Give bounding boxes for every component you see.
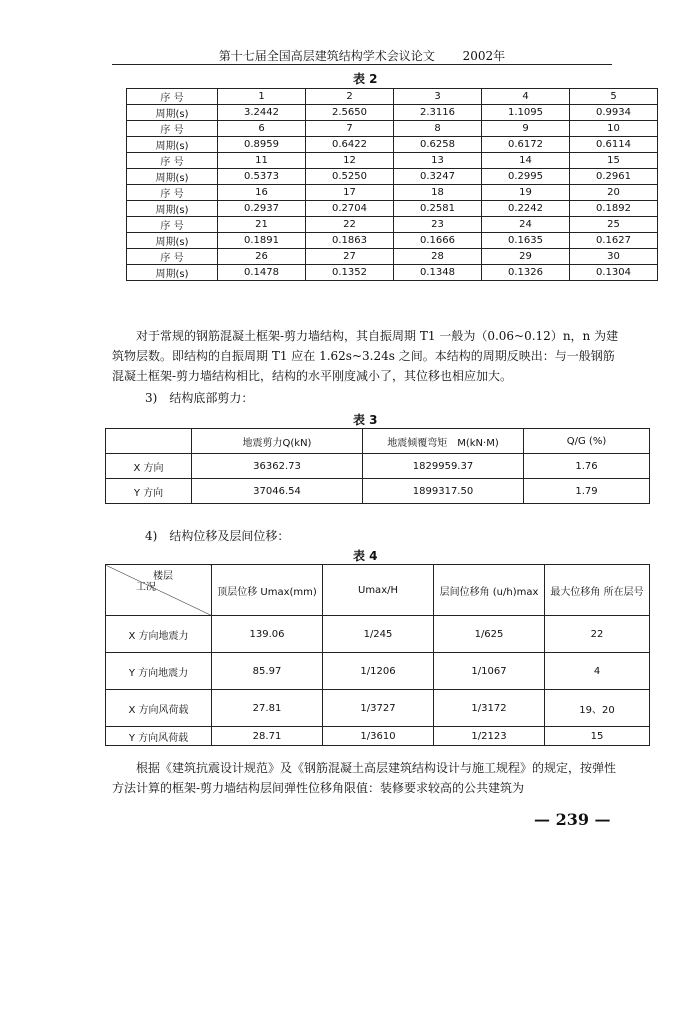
t4-cell: 85.97	[212, 653, 323, 690]
t2-cell: 23	[394, 217, 482, 233]
header-rule	[112, 64, 612, 65]
t2-cell: 22	[306, 217, 394, 233]
t4-corner-cell	[106, 565, 212, 616]
t2-cell: 0.2995	[482, 169, 570, 185]
t2-cell: 26	[218, 249, 306, 265]
t4-cell: 4	[545, 653, 650, 690]
t2-cell: 7	[306, 121, 394, 137]
table-row	[106, 454, 650, 479]
t2-cell: 21	[218, 217, 306, 233]
t2-cell: 0.6258	[394, 137, 482, 153]
t3-header: Q/G (%)	[524, 429, 650, 454]
table-2	[126, 88, 658, 281]
table-row	[106, 479, 650, 504]
t2-cell: 5	[570, 89, 658, 105]
t2-row-label: 序 号	[127, 89, 218, 105]
t2-cell: 0.5250	[306, 169, 394, 185]
t4-cell: 1/1067	[434, 653, 545, 690]
t2-cell: 3	[394, 89, 482, 105]
t3-cell: 36362.73	[192, 454, 363, 479]
t2-cell: 12	[306, 153, 394, 169]
t2-cell: 27	[306, 249, 394, 265]
t4-cell: X 方向风荷载	[106, 690, 212, 727]
t2-cell: 0.2961	[570, 169, 658, 185]
t2-cell: 2.5650	[306, 105, 394, 121]
t2-cell: 0.6422	[306, 137, 394, 153]
t2-cell: 20	[570, 185, 658, 201]
t2-cell: 0.5373	[218, 169, 306, 185]
t4-cell: 28.71	[212, 727, 323, 746]
table-row	[127, 249, 658, 265]
t2-cell: 0.1352	[306, 265, 394, 281]
table-row	[127, 105, 658, 121]
t2-cell: 11	[218, 153, 306, 169]
t2-cell: 16	[218, 185, 306, 201]
table3-caption: 表 3	[353, 413, 378, 427]
t3-cell: 1899317.50	[363, 479, 524, 504]
t4-cell: 1/245	[323, 616, 434, 653]
t2-cell: 0.6114	[570, 137, 658, 153]
t2-row-label: 周期(s)	[127, 137, 218, 153]
table-row	[127, 137, 658, 153]
paragraph-period: 对于常规的钢筋混凝土框架-剪力墙结构，其自振周期 T1 一般为（0.06~0.12）n，n 为建筑物层数。即结构的自振周期 T1 应在 1.62s~3.24s 之间。本结构的周期反映出：与一般钢筋混凝土框架-剪力墙结构相比，结构的水平刚度减小了，其位移也相应加大。	[112, 329, 619, 383]
t2-cell: 0.2704	[306, 201, 394, 217]
t2-cell: 1	[218, 89, 306, 105]
t2-cell: 1.1095	[482, 105, 570, 121]
t2-cell: 0.8959	[218, 137, 306, 153]
paragraph-limits: 根据《建筑抗震设计规范》及《钢筋混凝土高层建筑结构设计与施工规程》的规定，按弹性方法计算的框架-剪力墙结构层间弹性位移角限值：装修要求较高的公共建筑为	[112, 761, 617, 795]
t4-cell: 22	[545, 616, 650, 653]
t4-cell: 1/1206	[323, 653, 434, 690]
t2-cell: 0.1635	[482, 233, 570, 249]
t2-cell: 0.6172	[482, 137, 570, 153]
t2-cell: 17	[306, 185, 394, 201]
t2-cell: 15	[570, 153, 658, 169]
t4-cell: Y 方向地震力	[106, 653, 212, 690]
table-row	[127, 201, 658, 217]
t2-cell: 18	[394, 185, 482, 201]
table-row	[127, 169, 658, 185]
t2-cell: 3.2442	[218, 105, 306, 121]
t2-cell: 13	[394, 153, 482, 169]
t2-cell: 0.3247	[394, 169, 482, 185]
t3-cell: 1.76	[524, 454, 650, 479]
t2-cell: 0.1863	[306, 233, 394, 249]
t4-cell: Y 方向风荷载	[106, 727, 212, 746]
t3-cell: X 方向	[106, 454, 192, 479]
t2-cell: 30	[570, 249, 658, 265]
table-row	[106, 653, 650, 690]
t2-cell: 0.1326	[482, 265, 570, 281]
t2-row-label: 周期(s)	[127, 105, 218, 121]
t4-header: 层间位移角 (u/h)max	[434, 565, 545, 616]
t2-row-label: 序 号	[127, 185, 218, 201]
t2-cell: 0.2937	[218, 201, 306, 217]
t2-cell: 0.9934	[570, 105, 658, 121]
t2-row-label: 周期(s)	[127, 201, 218, 217]
t3-header	[106, 429, 192, 454]
t2-cell: 24	[482, 217, 570, 233]
page-number: — 239 —	[534, 810, 611, 829]
t2-row-label: 序 号	[127, 121, 218, 137]
t2-cell: 0.1892	[570, 201, 658, 217]
table-row	[127, 233, 658, 249]
table-row	[127, 89, 658, 105]
table-row	[127, 153, 658, 169]
t2-cell: 29	[482, 249, 570, 265]
t2-cell: 2.3116	[394, 105, 482, 121]
t4-corner-bottom: 工况	[136, 582, 156, 593]
t3-cell: 1.79	[524, 479, 650, 504]
table-row	[106, 690, 650, 727]
t2-cell: 0.1666	[394, 233, 482, 249]
t2-cell: 4	[482, 89, 570, 105]
table-4	[105, 564, 650, 746]
t4-cell: 27.81	[212, 690, 323, 727]
t2-row-label: 周期(s)	[127, 169, 218, 185]
t4-header: Umax/H	[323, 565, 434, 616]
t4-header: 顶层位移 Umax(mm)	[212, 565, 323, 616]
t2-row-label: 周期(s)	[127, 233, 218, 249]
t3-cell: 37046.54	[192, 479, 363, 504]
header-title: 第十七届全国高层建筑结构学术会议论文	[218, 49, 435, 63]
table-row	[127, 265, 658, 281]
t2-cell: 0.1348	[394, 265, 482, 281]
t4-cell: 1/3727	[323, 690, 434, 727]
t2-cell: 0.2581	[394, 201, 482, 217]
t2-cell: 0.2242	[482, 201, 570, 217]
t2-cell: 6	[218, 121, 306, 137]
t3-header: 地震倾覆弯矩 M(kN·M)	[363, 429, 524, 454]
table-row	[106, 727, 650, 746]
table-row	[127, 185, 658, 201]
t3-header: 地震剪力Q(kN)	[192, 429, 363, 454]
t2-row-label: 序 号	[127, 217, 218, 233]
t2-cell: 2	[306, 89, 394, 105]
t2-cell: 0.1891	[218, 233, 306, 249]
table-row	[127, 121, 658, 137]
t4-cell: 1/3172	[434, 690, 545, 727]
t4-cell: 19、20	[545, 690, 650, 727]
table-row	[127, 217, 658, 233]
t2-cell: 0.1627	[570, 233, 658, 249]
t4-header: 最大位移角 所在层号	[545, 565, 650, 616]
t2-cell: 0.1304	[570, 265, 658, 281]
t2-row-label: 序 号	[127, 249, 218, 265]
t2-row-label: 周期(s)	[127, 265, 218, 281]
t4-cell: 1/2123	[434, 727, 545, 746]
table4-caption: 表 4	[353, 549, 378, 563]
t3-cell: Y 方向	[106, 479, 192, 504]
table2-caption: 表 2	[353, 72, 378, 86]
t2-cell: 19	[482, 185, 570, 201]
section-4-heading: 4) 结构位移及层间位移：	[145, 529, 290, 543]
t4-cell: 15	[545, 727, 650, 746]
running-header	[112, 47, 612, 64]
t2-cell: 10	[570, 121, 658, 137]
t2-cell: 0.1478	[218, 265, 306, 281]
t2-cell: 25	[570, 217, 658, 233]
t4-cell: 139.06	[212, 616, 323, 653]
table-3	[105, 428, 650, 504]
t4-cell: 1/3610	[323, 727, 434, 746]
t2-cell: 28	[394, 249, 482, 265]
header-year: 2002年	[462, 49, 506, 63]
t4-cell: 1/625	[434, 616, 545, 653]
t2-cell: 14	[482, 153, 570, 169]
t3-cell: 1829959.37	[363, 454, 524, 479]
t4-cell: X 方向地震力	[106, 616, 212, 653]
t4-corner-top: 楼层	[153, 571, 173, 582]
t2-row-label: 序 号	[127, 153, 218, 169]
table-row	[106, 616, 650, 653]
t2-cell: 8	[394, 121, 482, 137]
t2-cell: 9	[482, 121, 570, 137]
section-3-heading: 3) 结构底部剪力：	[145, 391, 254, 405]
